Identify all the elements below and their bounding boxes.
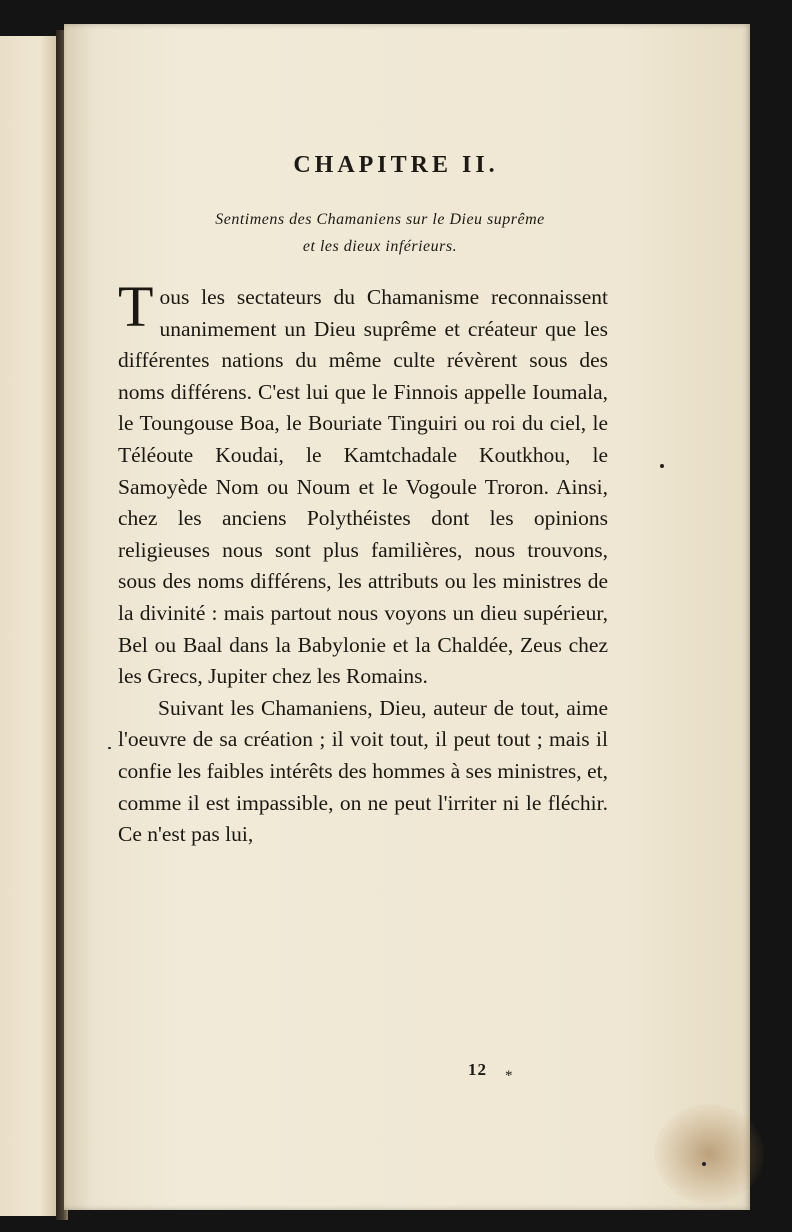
paragraph-1-text: ous les sectateurs du Chamanisme reconnaissent unanimement un Dieu suprême et créateur que les différentes nations du même culte révèrent sous des noms différens. C'est lui que le Finnois appelle Ioumala, le Toungouse Boa, le Bouriate Tinguiri ou roi du ciel, le Téléoute Koudai, le Kamtchadale Koutkhou, le Samoyède Nom ou Noum et le Vogoule Troron. Ainsi, chez les anciens Polythéistes dont les opinions religieuses nous sont plus familières, nous trouvons, sous des noms différens, les attributs ou les ministres de la divinité : mais partout nous voyons un dieu supérieur, Bel ou Baal dans la Babylonie et la Chaldée, Zeus chez les Grecs, Jupiter chez les Romains. (118, 285, 608, 689)
ink-speck (108, 747, 111, 749)
page-number: 12 (468, 1060, 487, 1079)
drop-cap: T (118, 274, 154, 339)
ink-speck (702, 1162, 706, 1166)
page-stain (654, 1104, 764, 1204)
ink-speck (660, 464, 664, 468)
chapter-title: CHAPITRE II. (293, 152, 499, 178)
subtitle-line-2: et les dieux inférieurs. (302, 238, 458, 255)
paragraph-2: Suivant les Chamaniens, Dieu, auteur de tout, aime l'oeuvre de sa création ; il voit tout, il peut tout ; mais il confie les faibles intérêts des hommes à ses ministres, et, comme il est impassible, on ne peut l'irriter ni le fléchir. Ce n'est pas lui, (118, 695, 608, 847)
subtitle-line-1: Sentimens des Chamaniens sur le Dieu suprême (215, 211, 545, 228)
signature-mark: * (505, 1068, 513, 1084)
facing-page-edge (0, 36, 59, 1216)
paragraph-1 (118, 274, 608, 693)
body-text (118, 274, 608, 851)
chapter-subtitle (120, 206, 640, 260)
